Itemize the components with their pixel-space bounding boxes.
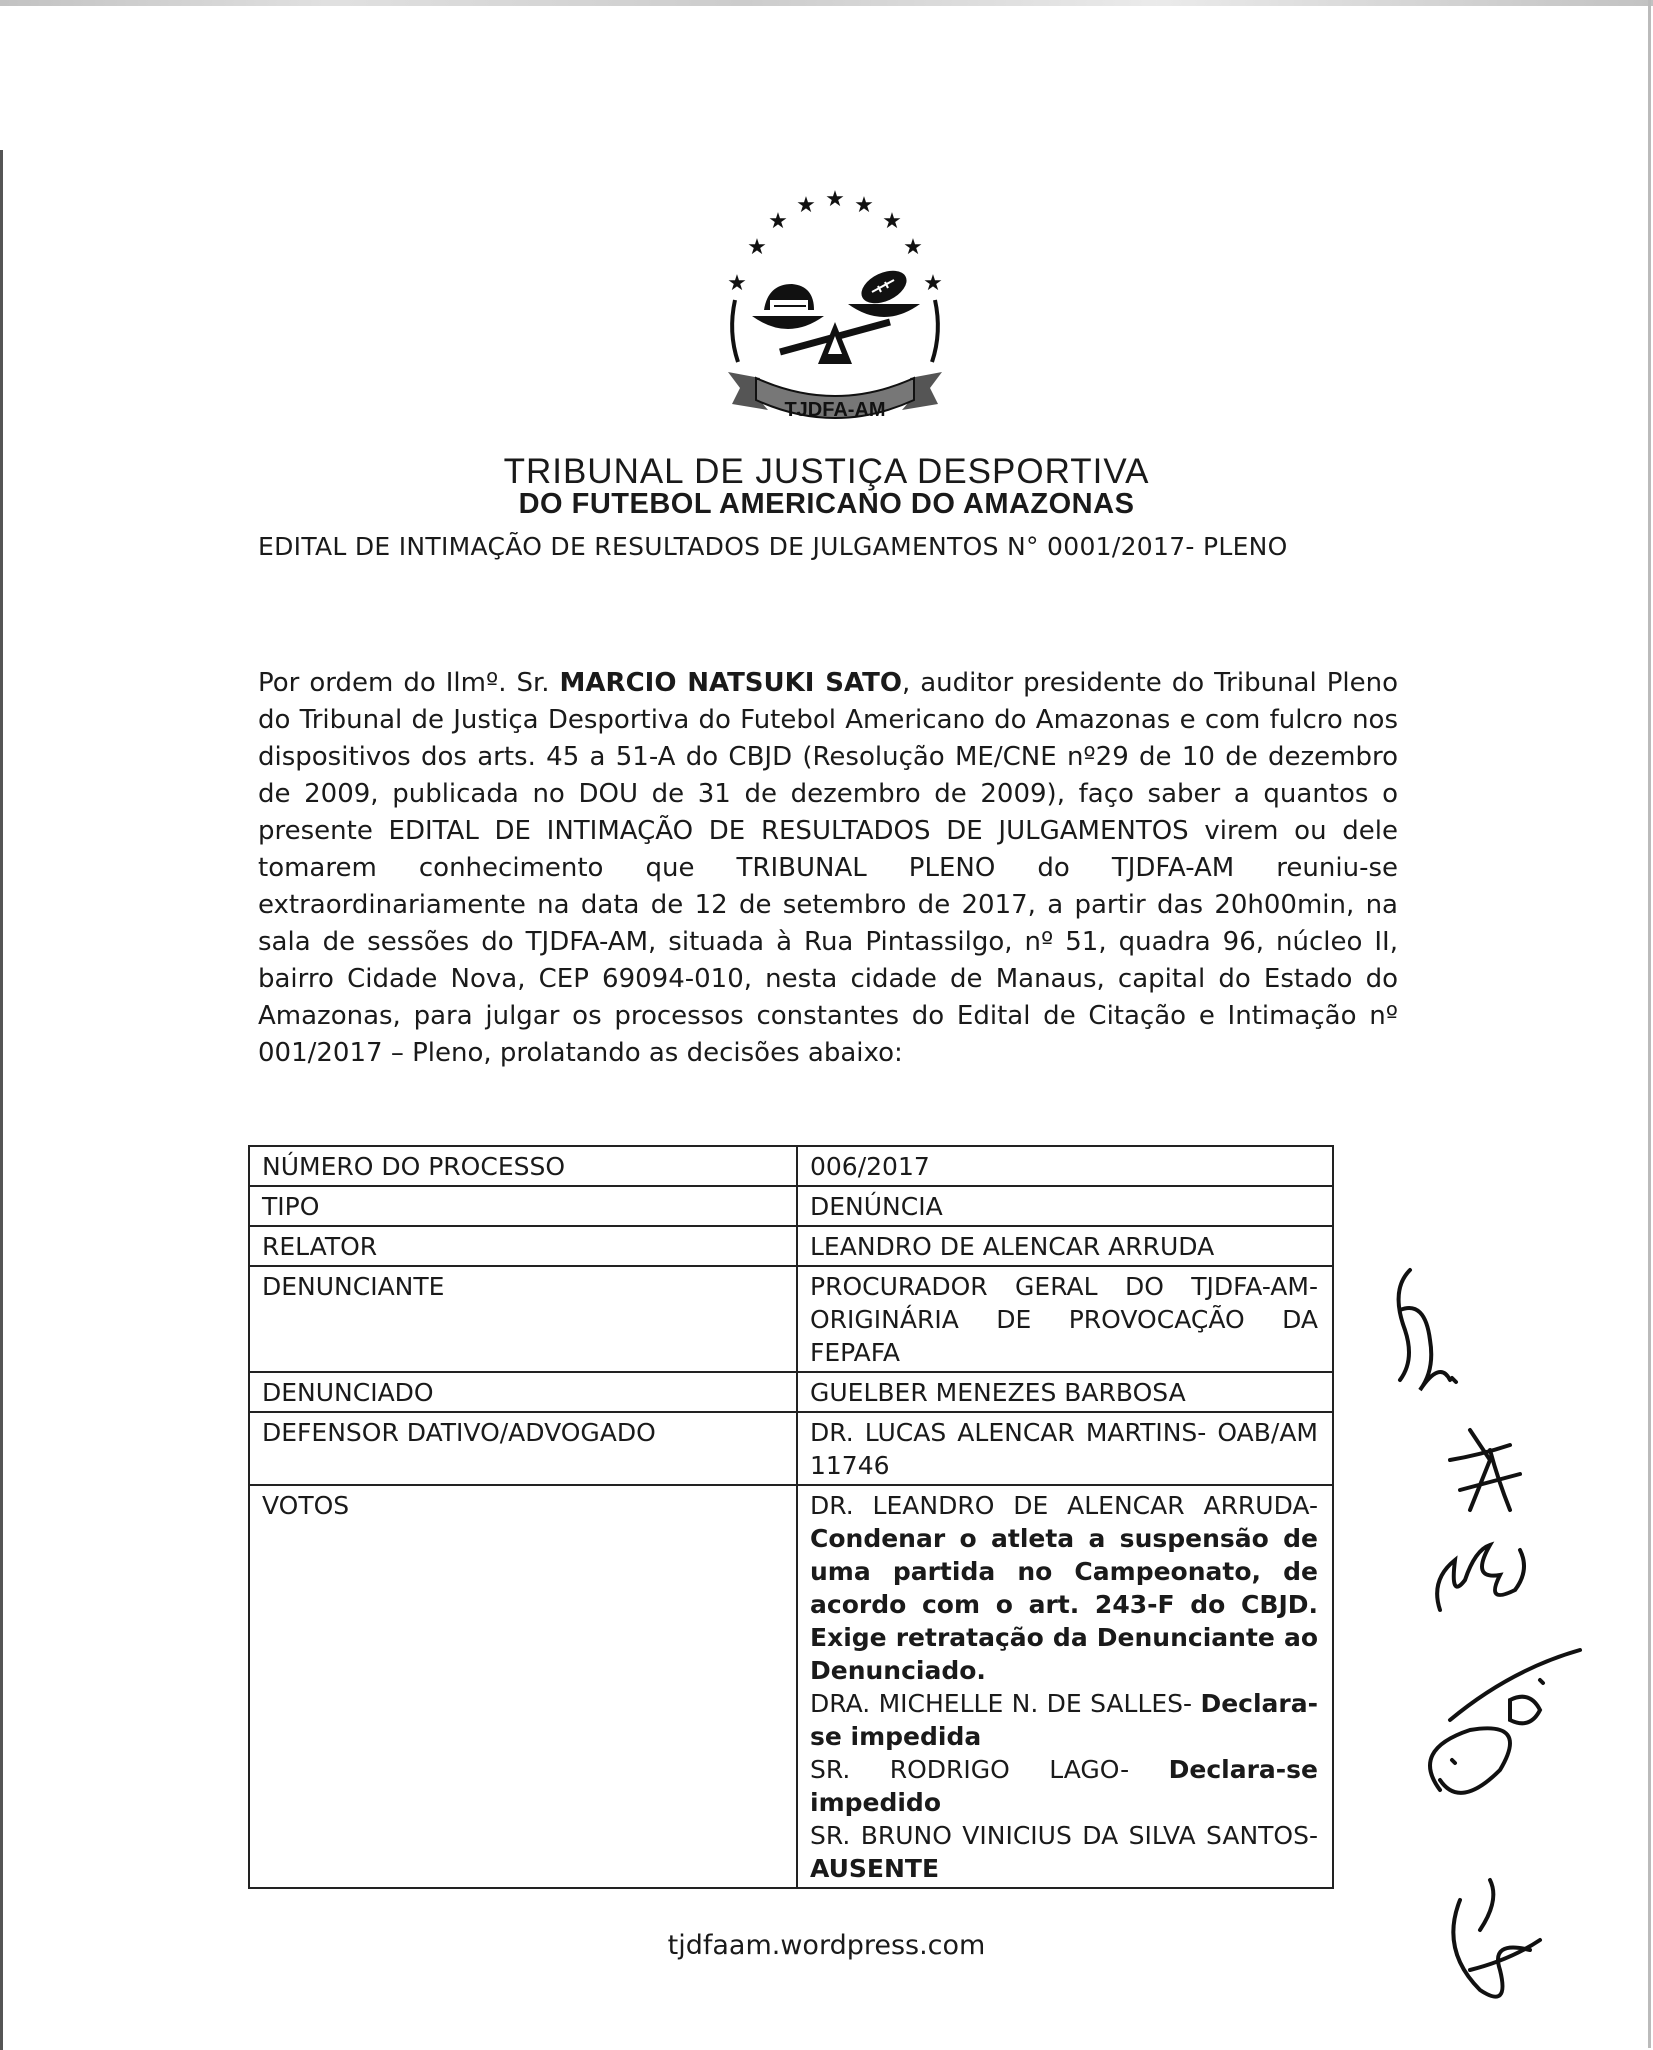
court-logo (690, 182, 980, 442)
initials-3 (1437, 1545, 1524, 1610)
vote-name: SR. BRUNO VINICIUS DA SILVA SANTOS- (810, 1821, 1318, 1850)
row-value: DR. LUCAS ALENCAR MARTINS- OAB/AM 11746 (797, 1412, 1333, 1485)
scan-left-edge (0, 150, 3, 2050)
scan-top-edge (0, 0, 1653, 6)
body-paragraph (258, 665, 1398, 1072)
process-table (248, 1145, 1334, 1889)
vote-name: SR. RODRIGO LAGO- (810, 1755, 1130, 1784)
row-label: DENUNCIANTE (249, 1266, 797, 1372)
row-value: 006/2017 (797, 1146, 1333, 1186)
row-label: DEFENSOR DATIVO/ADVOGADO (249, 1412, 797, 1485)
svg-text:★: ★ (923, 271, 943, 296)
table-row (249, 1412, 1333, 1485)
footer-url: tjdfaam.wordpress.com (667, 1930, 986, 1961)
row-value: LEANDRO DE ALENCAR ARRUDA (797, 1226, 1333, 1266)
vote-decision: AUSENTE (810, 1854, 940, 1883)
vote-entry (810, 1489, 1318, 1687)
row-value: DENÚNCIA (797, 1186, 1333, 1226)
svg-text:★: ★ (747, 235, 767, 260)
votes-cell (797, 1485, 1333, 1888)
vote-name: DRA. MICHELLE N. DE SALLES- (810, 1689, 1193, 1718)
vote-name: DR. LEANDRO DE ALENCAR ARRUDA- (810, 1491, 1318, 1520)
vote-entry (810, 1687, 1318, 1753)
handwritten-signatures (1380, 1250, 1640, 2030)
table-row-votes (249, 1485, 1333, 1888)
body-rest: , auditor presidente do Tribunal Pleno do Tribunal de Justiça Desportiva do Futebol Americano do Amazonas e com fulcro nos dispositivos dos arts. 45 a 51-A do CBJD (Resolução ME/CNE nº29 de 10 de dezembro de 2009, publicada no DOU de 31 de dezembro de 2009), faço saber a quantos o presente EDITAL DE INTIMAÇÃO DE RESULTADOS DE JULGAMENTOS virem ou dele tomarem conhecimento que TRIBUNAL PLENO do TJDFA-AM reuniu-se extraordinariamente na data de 12 de setembro de 2017, a partir das 20h00min, na sala de sessões do TJDFA-AM, situada à Rua Pintassilgo, nº 51, quadra 96, núcleo II, bairro Cidade Nova, CEP 69094-010, nesta cidade de Manaus, capital do Estado do Amazonas, para julgar os processos constantes do Edital de Citação e Intimação nº 001/2017 – Pleno, prolatando as decisões abaixo: (258, 668, 1398, 1068)
svg-text:★: ★ (727, 271, 747, 296)
svg-text:★: ★ (796, 193, 816, 218)
row-label: RELATOR (249, 1226, 797, 1266)
logo-ribbon-text: TJDFA-AM (784, 399, 886, 421)
table-row (249, 1372, 1333, 1412)
vote-decision: Condenar o atleta a suspensão de uma partida no Campeonato, de acordo com o art. 243-F do CBJD. Exige retratação da Denunciante ao Denunciado. (810, 1524, 1318, 1685)
president-name: MARCIO NATSUKI SATO (559, 668, 902, 698)
row-label: NÚMERO DO PROCESSO (249, 1146, 797, 1186)
initials-4 (1430, 1650, 1580, 1793)
svg-text:★: ★ (768, 209, 788, 234)
table-row (249, 1226, 1333, 1266)
row-label: DENUNCIADO (249, 1372, 797, 1412)
vote-entry (810, 1753, 1318, 1819)
vote-entry (810, 1819, 1318, 1885)
svg-text:★: ★ (903, 235, 923, 260)
initials-1 (1399, 1270, 1456, 1390)
svg-text:★: ★ (854, 193, 874, 218)
court-name-line1: TRIBUNAL DE JUSTIÇA DESPORTIVA (503, 452, 1150, 491)
votes-label: VOTOS (249, 1485, 797, 1888)
vote-decision: Declara-se impedida (810, 1689, 1318, 1751)
court-name-line2: DO FUTEBOL AMERICANO DO AMAZONAS (518, 488, 1135, 520)
svg-text:★: ★ (825, 187, 845, 212)
scan-right-edge (1648, 0, 1651, 2048)
initials-2 (1450, 1430, 1520, 1510)
svg-text:★: ★ (882, 209, 902, 234)
row-label: TIPO (249, 1186, 797, 1226)
vote-decision: Declara-se impedido (810, 1755, 1318, 1817)
edital-title: EDITAL DE INTIMAÇÃO DE RESULTADOS DE JULGAMENTOS N° 0001/2017- PLENO (258, 532, 1288, 561)
table-row (249, 1186, 1333, 1226)
row-value: GUELBER MENEZES BARBOSA (797, 1372, 1333, 1412)
row-value: PROCURADOR GERAL DO TJDFA-AM-ORIGINÁRIA DE PROVOCAÇÃO DA FEPAFA (797, 1266, 1333, 1372)
body-intro: Por ordem do Ilmº. Sr. (258, 668, 560, 698)
table-row (249, 1146, 1333, 1186)
table-row (249, 1266, 1333, 1372)
